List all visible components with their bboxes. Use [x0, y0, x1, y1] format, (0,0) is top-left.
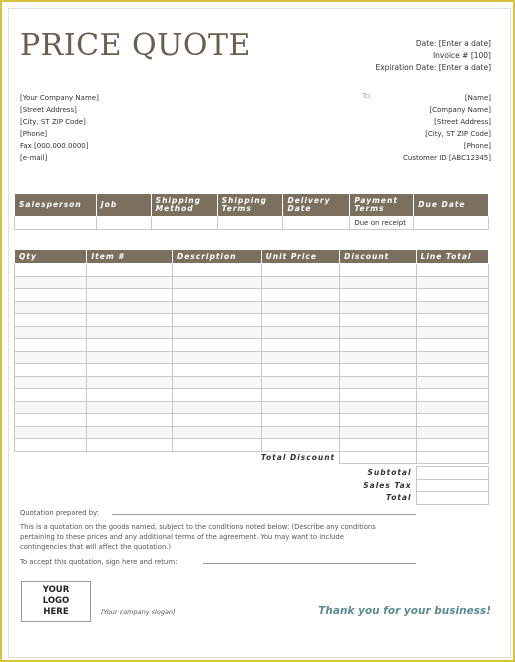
table-row: [15, 439, 489, 452]
customer-id[interactable]: Customer ID [ABC12345]: [403, 154, 491, 162]
table-cell[interactable]: [15, 301, 87, 314]
table-cell[interactable]: [172, 351, 261, 364]
col-unit-price: Unit Price: [261, 250, 339, 264]
recipient-label: To:: [362, 92, 372, 100]
table-cell[interactable]: [261, 401, 339, 414]
table-cell[interactable]: [261, 264, 339, 277]
table-cell[interactable]: [87, 439, 173, 452]
sender-email[interactable]: [e-mail]: [20, 154, 48, 162]
col-line-total: Line Total: [416, 250, 488, 264]
subtotal-row: [15, 467, 489, 480]
table-cell[interactable]: [87, 426, 173, 439]
table-cell[interactable]: [261, 276, 339, 289]
table-cell[interactable]: [15, 364, 87, 377]
table-cell[interactable]: [416, 314, 488, 327]
table-row: [15, 351, 489, 364]
table-cell[interactable]: [261, 289, 339, 302]
table-row: [15, 264, 489, 277]
table-cell[interactable]: [172, 301, 261, 314]
table-cell[interactable]: [172, 364, 261, 377]
total-discount-label: Total Discount: [15, 451, 340, 464]
table-row: [15, 326, 489, 339]
col-item-number: Item #: [87, 250, 173, 264]
table-cell[interactable]: [172, 326, 261, 339]
table-cell[interactable]: [340, 414, 416, 427]
subtotal-value[interactable]: [416, 467, 488, 480]
sales-info-table: [14, 193, 489, 230]
table-cell[interactable]: [416, 339, 488, 352]
col-qty: Qty: [15, 250, 87, 264]
sender-street[interactable]: [Street Address]: [20, 106, 77, 114]
recipient-street[interactable]: [Street Address]: [434, 118, 491, 126]
invoice-number[interactable]: Invoice # [100]: [432, 51, 491, 60]
sales-tax-value[interactable]: [416, 479, 488, 492]
table-cell[interactable]: [87, 364, 173, 377]
company-logo-placeholder[interactable]: [21, 581, 91, 622]
table-cell[interactable]: [261, 339, 339, 352]
cell-shipping-method[interactable]: [151, 217, 217, 230]
table-cell[interactable]: [172, 389, 261, 402]
table-cell[interactable]: [172, 314, 261, 327]
sender-phone[interactable]: [Phone]: [20, 130, 48, 138]
col-due-date: Due Date: [414, 194, 489, 217]
quote-date[interactable]: Date: [Enter a date]: [415, 39, 491, 48]
table-row: [15, 401, 489, 414]
table-cell[interactable]: [15, 289, 87, 302]
table-cell[interactable]: [261, 326, 339, 339]
cell-job[interactable]: [96, 217, 151, 230]
col-job: Job: [96, 194, 151, 217]
items-header-row: [15, 250, 489, 264]
table-cell[interactable]: [15, 339, 87, 352]
company-slogan[interactable]: [Your company slogan]: [101, 608, 176, 616]
col-shipping-terms: Shipping Terms: [217, 194, 283, 217]
quote-meta: [375, 38, 491, 74]
table-cell[interactable]: [15, 376, 87, 389]
table-cell[interactable]: [340, 389, 416, 402]
table-cell[interactable]: [340, 339, 416, 352]
table-row: [15, 426, 489, 439]
table-cell[interactable]: [15, 264, 87, 277]
table-row: [15, 364, 489, 377]
table-row: [15, 376, 489, 389]
col-description: Description: [172, 250, 261, 264]
table-cell[interactable]: [340, 276, 416, 289]
table-cell[interactable]: [261, 301, 339, 314]
table-cell[interactable]: [172, 264, 261, 277]
table-cell[interactable]: [340, 426, 416, 439]
thank-you-message: Thank you for your business!: [318, 605, 491, 617]
table-cell[interactable]: [261, 389, 339, 402]
table-cell[interactable]: [261, 364, 339, 377]
table-cell[interactable]: [340, 439, 416, 452]
table-cell[interactable]: [340, 289, 416, 302]
table-cell[interactable]: [87, 376, 173, 389]
recipient-company[interactable]: [Company Name]: [429, 106, 491, 114]
table-row: [15, 339, 489, 352]
logo-text: YOUR LOGO HERE: [42, 585, 70, 617]
table-cell[interactable]: [416, 364, 488, 377]
table-cell[interactable]: [416, 301, 488, 314]
table-cell[interactable]: [261, 426, 339, 439]
recipient-city[interactable]: [City, ST ZIP Code]: [425, 130, 491, 138]
table-cell[interactable]: [15, 326, 87, 339]
table-cell[interactable]: [261, 439, 339, 452]
page-title: PRICE QUOTE: [20, 28, 251, 63]
table-cell[interactable]: [416, 326, 488, 339]
table-cell[interactable]: [172, 339, 261, 352]
signature-line[interactable]: [203, 563, 416, 564]
sales-tax-row: [15, 479, 489, 492]
cell-payment-terms[interactable]: Due on receipt: [350, 217, 414, 230]
cell-due-date[interactable]: [414, 217, 489, 230]
table-cell[interactable]: [261, 351, 339, 364]
table-cell[interactable]: [340, 376, 416, 389]
table-cell[interactable]: [261, 314, 339, 327]
table-cell[interactable]: [87, 276, 173, 289]
expiration-date[interactable]: Expiration Date: [Enter a date]: [375, 63, 491, 72]
table-cell[interactable]: [416, 376, 488, 389]
recipient-phone[interactable]: [Phone]: [463, 142, 491, 150]
table-cell[interactable]: [416, 401, 488, 414]
table-cell[interactable]: [15, 439, 87, 452]
table-cell[interactable]: [172, 376, 261, 389]
line-items-table: [14, 249, 489, 505]
table-cell[interactable]: [416, 439, 488, 452]
table-row: [15, 289, 489, 302]
sales-header-row: [15, 194, 489, 217]
prepared-by-label: Quotation prepared by:: [20, 509, 99, 517]
table-cell[interactable]: [416, 276, 488, 289]
table-cell[interactable]: [87, 314, 173, 327]
table-cell[interactable]: [87, 389, 173, 402]
table-cell[interactable]: [340, 314, 416, 327]
table-cell[interactable]: [172, 289, 261, 302]
table-row: [15, 314, 489, 327]
table-cell[interactable]: [340, 364, 416, 377]
table-cell[interactable]: [416, 289, 488, 302]
table-cell[interactable]: [87, 414, 173, 427]
table-cell[interactable]: [87, 401, 173, 414]
table-cell[interactable]: [172, 414, 261, 427]
total-label: Total: [15, 492, 417, 505]
table-cell[interactable]: [15, 389, 87, 402]
table-row: [15, 389, 489, 402]
table-cell[interactable]: [340, 301, 416, 314]
cell-shipping-terms[interactable]: [217, 217, 283, 230]
sender-block: [20, 92, 99, 164]
cell-delivery-date[interactable]: [283, 217, 350, 230]
table-cell[interactable]: [416, 351, 488, 364]
table-cell[interactable]: [416, 414, 488, 427]
total-value[interactable]: [416, 492, 488, 505]
col-shipping-method: Shipping Method: [151, 194, 217, 217]
table-cell[interactable]: [172, 439, 261, 452]
total-discount-blank: [416, 451, 488, 464]
table-cell[interactable]: [15, 276, 87, 289]
table-cell[interactable]: [261, 414, 339, 427]
table-cell[interactable]: [15, 426, 87, 439]
table-cell[interactable]: [416, 426, 488, 439]
table-cell[interactable]: [416, 264, 488, 277]
table-cell[interactable]: [87, 264, 173, 277]
total-discount-value[interactable]: [340, 451, 416, 464]
conditions-text: This is a quotation on the goods named, subject to the conditions noted below: (Describe any conditions pertaining to these prices and any additional terms of the agreement. You may want to include contingencies that will affect the quotation.): [20, 523, 376, 551]
table-cell[interactable]: [172, 276, 261, 289]
total-discount-row: [15, 451, 489, 464]
table-cell[interactable]: [15, 314, 87, 327]
col-discount: Discount: [340, 250, 416, 264]
table-cell[interactable]: [340, 264, 416, 277]
table-cell[interactable]: [87, 339, 173, 352]
table-cell[interactable]: [15, 401, 87, 414]
recipient-block: [403, 92, 491, 164]
table-cell[interactable]: [87, 289, 173, 302]
table-row: [15, 276, 489, 289]
table-cell[interactable]: [340, 351, 416, 364]
table-row: [15, 414, 489, 427]
table-cell[interactable]: [87, 351, 173, 364]
table-cell[interactable]: [416, 389, 488, 402]
cell-salesperson[interactable]: [15, 217, 97, 230]
table-cell[interactable]: [261, 376, 339, 389]
table-cell[interactable]: [15, 351, 87, 364]
col-delivery-date: Delivery Date: [283, 194, 350, 217]
accept-label: To accept this quotation, sign here and return:: [20, 558, 178, 566]
table-cell[interactable]: [87, 301, 173, 314]
sales-data-row: [15, 217, 489, 230]
sender-fax[interactable]: Fax [000.000.0000]: [20, 142, 89, 150]
item-rows: [15, 264, 489, 452]
table-cell[interactable]: [15, 414, 87, 427]
table-cell[interactable]: [87, 326, 173, 339]
table-cell[interactable]: [340, 401, 416, 414]
table-row: [15, 301, 489, 314]
total-row: [15, 492, 489, 505]
prepared-by-line[interactable]: [112, 514, 416, 515]
col-salesperson: Salesperson: [15, 194, 97, 217]
sender-company[interactable]: [Your Company Name]: [20, 94, 99, 102]
subtotal-label: Subtotal: [15, 467, 417, 480]
sender-city[interactable]: [City, ST ZIP Code]: [20, 118, 86, 126]
col-payment-terms: Payment Terms: [350, 194, 414, 217]
table-cell[interactable]: [340, 326, 416, 339]
table-cell[interactable]: [172, 426, 261, 439]
sales-tax-label: Sales Tax: [15, 479, 417, 492]
recipient-name[interactable]: [Name]: [464, 94, 491, 102]
table-cell[interactable]: [172, 401, 261, 414]
